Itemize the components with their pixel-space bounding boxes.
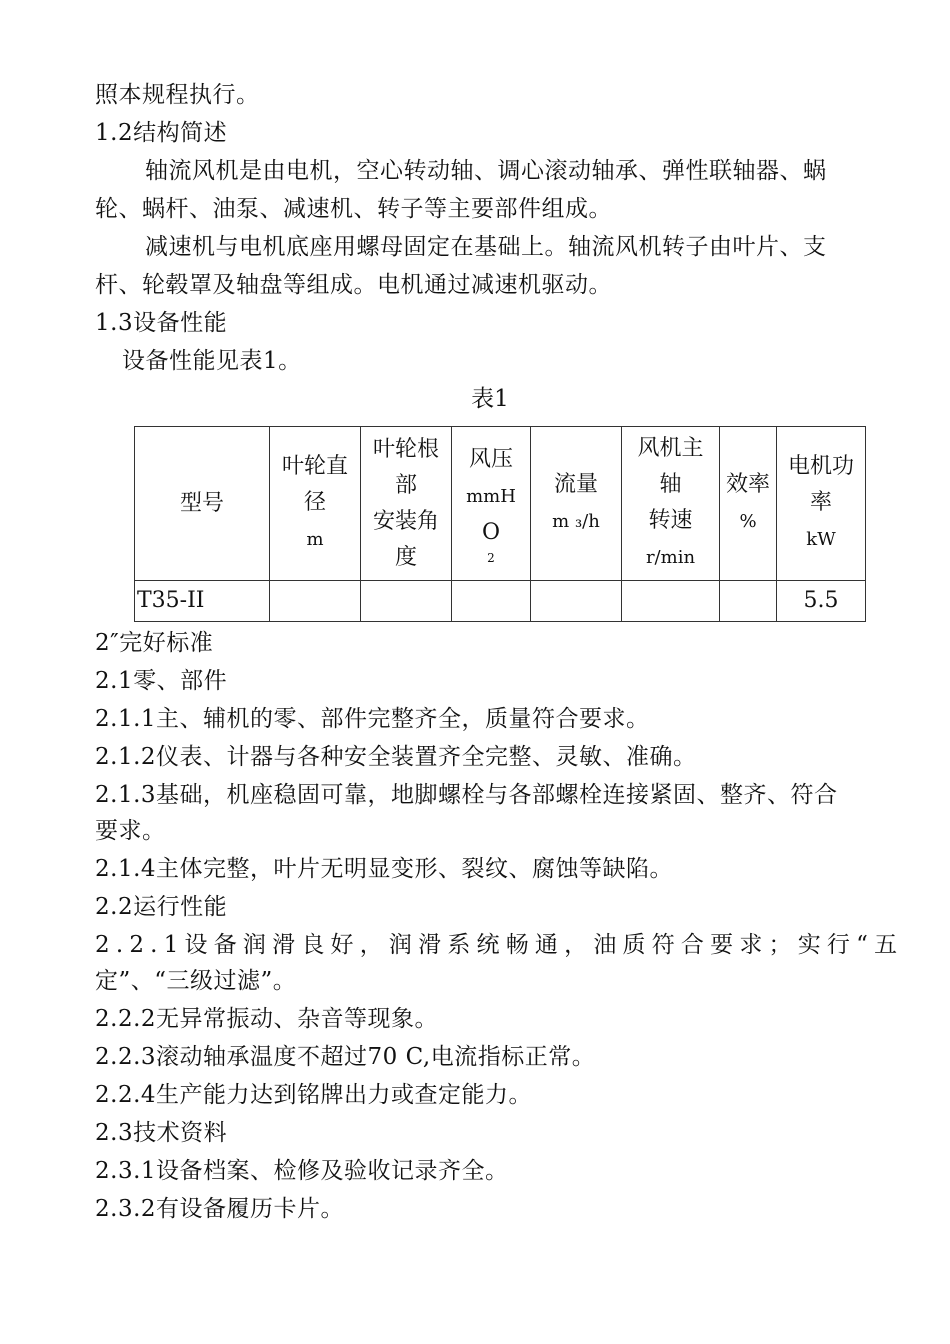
item-2-3-2: 2.3.2有设备履历卡片。 <box>95 1196 345 1222</box>
header-shaft-speed: 风机主 轴 转速 r/min <box>622 427 720 581</box>
item-2-2-1a: 2.2.1设备润滑良好，润滑系统畅通，油质符合要求；实行“五 <box>95 932 904 958</box>
cell-shaft-speed <box>622 581 720 622</box>
header-flow: 流量 m ₃/h <box>531 427 622 581</box>
cell-flow <box>531 581 622 622</box>
cell-efficiency <box>720 581 777 622</box>
heading-2-3: 2.3技术资料 <box>95 1120 228 1146</box>
item-2-1-2: 2.1.2仪表、计器与各种安全装置齐全完整、灵敏、准确。 <box>95 744 697 770</box>
item-2-2-2: 2.2.2无异常振动、杂音等现象。 <box>95 1006 439 1032</box>
heading-2: 2″完好标准 <box>95 630 214 656</box>
cell-model: T35-II <box>135 581 270 622</box>
heading-1-2: 1.2结构简述 <box>95 120 228 146</box>
header-impeller-diameter: 叶轮直 径 m <box>270 427 361 581</box>
heading-2-1: 2.1零、部件 <box>95 668 228 694</box>
table-row <box>135 581 866 622</box>
header-motor-power: 电机功 率 kW <box>777 427 866 581</box>
performance-table <box>134 426 866 622</box>
item-2-1-4: 2.1.4主体完整，叶片无明显变形、裂纹、腐蚀等缺陷。 <box>95 856 674 882</box>
cell-impeller-diameter <box>270 581 361 622</box>
item-2-2-4: 2.2.4生产能力达到铭牌出力或查定能力。 <box>95 1082 533 1108</box>
paragraph-structure-1a: 轴流风机是由电机，空心转动轴、调心滚动轴承、弹性联轴器、蜗 <box>145 158 827 184</box>
header-pressure: 风压 mmH O 2 <box>452 427 531 581</box>
item-2-1-1: 2.1.1主、辅机的零、部件完整齐全，质量符合要求。 <box>95 706 650 732</box>
cell-root-angle <box>361 581 452 622</box>
paragraph-intro: 照本规程执行。 <box>95 82 260 108</box>
paragraph-structure-2b: 杆、轮毂罩及轴盘等组成。电机通过减速机驱动。 <box>95 272 612 298</box>
cell-pressure <box>452 581 531 622</box>
paragraph-performance: 设备性能见表1。 <box>122 348 302 374</box>
item-2-2-3: 2.2.3滚动轴承温度不超过70 C,电流指标正常。 <box>95 1044 596 1070</box>
table-header-row <box>135 427 866 581</box>
table-caption: 表1 <box>471 386 509 412</box>
item-2-2-1b: 定”、“三级过滤”。 <box>95 968 297 994</box>
paragraph-structure-1b: 轮、蜗杆、油泵、减速机、转子等主要部件组成。 <box>95 196 612 222</box>
cell-motor-power: 5.5 <box>777 581 866 622</box>
header-model: 型号 <box>135 427 270 581</box>
header-efficiency: 效率 % <box>720 427 777 581</box>
heading-1-3: 1.3设备性能 <box>95 310 228 336</box>
heading-2-2: 2.2运行性能 <box>95 894 228 920</box>
item-2-1-3a: 2.1.3基础，机座稳固可靠，地脚螺栓与各部螺栓连接紧固、整齐、符合 <box>95 782 838 808</box>
header-root-angle: 叶轮根 部 安装角 度 <box>361 427 452 581</box>
item-2-1-3b: 要求。 <box>95 818 166 844</box>
item-2-3-1: 2.3.1设备档案、检修及验收记录齐全。 <box>95 1158 509 1184</box>
paragraph-structure-2a: 减速机与电机底座用螺母固定在基础上。轴流风机转子由叶片、支 <box>145 234 827 260</box>
